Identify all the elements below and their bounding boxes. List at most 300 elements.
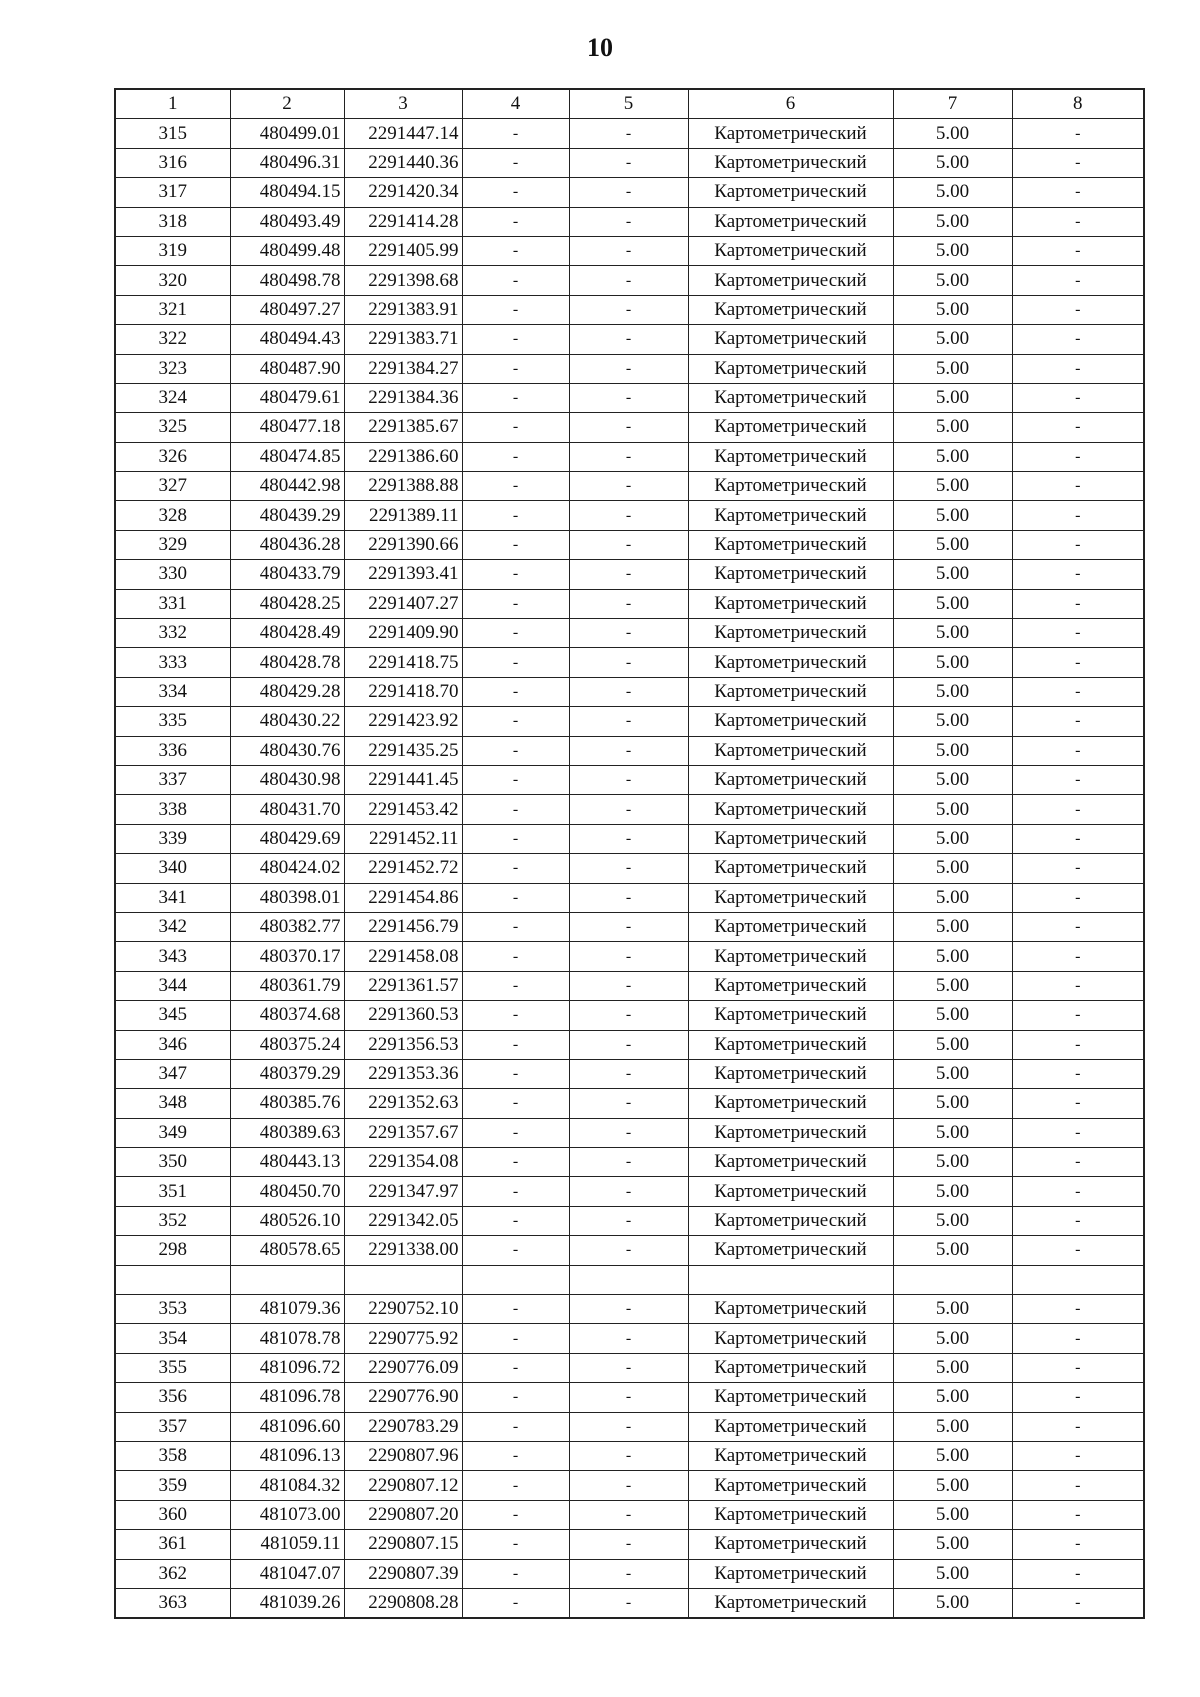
col4-cell: - <box>462 1089 569 1118</box>
point-number-cell: 351 <box>115 1177 230 1206</box>
point-number-cell: 346 <box>115 1030 230 1059</box>
y-coordinate-cell: 2291383.91 <box>344 295 462 324</box>
accuracy-cell: 5.00 <box>893 1177 1012 1206</box>
y-coordinate-cell: 2291342.05 <box>344 1206 462 1235</box>
col4-cell: - <box>462 1148 569 1177</box>
col5-cell: - <box>569 824 688 853</box>
col5-cell: - <box>569 1471 688 1500</box>
accuracy-cell: 5.00 <box>893 854 1012 883</box>
col8-cell: - <box>1012 1353 1144 1382</box>
accuracy-cell: 5.00 <box>893 1383 1012 1412</box>
col8-cell <box>1012 1265 1144 1294</box>
x-coordinate-cell: 481073.00 <box>230 1500 344 1529</box>
accuracy-cell: 5.00 <box>893 178 1012 207</box>
col4-cell: - <box>462 266 569 295</box>
accuracy-cell: 5.00 <box>893 1295 1012 1324</box>
col4-cell: - <box>462 765 569 794</box>
x-coordinate-cell: 480443.13 <box>230 1148 344 1177</box>
col5-cell: - <box>569 1236 688 1265</box>
table-row <box>115 1236 1144 1265</box>
y-coordinate-cell: 2291356.53 <box>344 1030 462 1059</box>
col8-cell: - <box>1012 677 1144 706</box>
y-coordinate-cell: 2291458.08 <box>344 942 462 971</box>
x-coordinate-cell: 480479.61 <box>230 383 344 412</box>
table-row <box>115 1059 1144 1088</box>
y-coordinate-cell: 2291384.27 <box>344 354 462 383</box>
accuracy-cell: 5.00 <box>893 1236 1012 1265</box>
col5-cell: - <box>569 501 688 530</box>
method-cell: Картометрический <box>688 1559 893 1588</box>
y-coordinate-cell: 2291452.72 <box>344 854 462 883</box>
y-coordinate-cell: 2291423.92 <box>344 707 462 736</box>
col5-cell: - <box>569 707 688 736</box>
col5-cell: - <box>569 266 688 295</box>
col5-cell: - <box>569 1530 688 1559</box>
col8-cell: - <box>1012 442 1144 471</box>
col4-cell: - <box>462 1500 569 1529</box>
y-coordinate-cell: 2291418.75 <box>344 648 462 677</box>
col5-cell: - <box>569 1324 688 1353</box>
table-row <box>115 912 1144 941</box>
col5-cell: - <box>569 413 688 442</box>
y-coordinate-cell: 2291354.08 <box>344 1148 462 1177</box>
point-number-cell: 361 <box>115 1530 230 1559</box>
accuracy-cell: 5.00 <box>893 1353 1012 1382</box>
table-row <box>115 1353 1144 1382</box>
method-cell: Картометрический <box>688 1324 893 1353</box>
accuracy-cell: 5.00 <box>893 619 1012 648</box>
method-cell: Картометрический <box>688 530 893 559</box>
header-cell: 6 <box>688 89 893 119</box>
col8-cell: - <box>1012 530 1144 559</box>
col5-cell: - <box>569 1559 688 1588</box>
col5-cell: - <box>569 1001 688 1030</box>
point-number-cell: 352 <box>115 1206 230 1235</box>
method-cell: Картометрический <box>688 854 893 883</box>
x-coordinate-cell: 480487.90 <box>230 354 344 383</box>
col5-cell: - <box>569 1412 688 1441</box>
method-cell: Картометрический <box>688 119 893 148</box>
accuracy-cell: 5.00 <box>893 1206 1012 1235</box>
col8-cell: - <box>1012 707 1144 736</box>
y-coordinate-cell: 2291384.36 <box>344 383 462 412</box>
y-coordinate-cell: 2291398.68 <box>344 266 462 295</box>
point-number-cell: 362 <box>115 1559 230 1588</box>
col4-cell: - <box>462 795 569 824</box>
y-coordinate-cell: 2291454.86 <box>344 883 462 912</box>
accuracy-cell: 5.00 <box>893 442 1012 471</box>
x-coordinate-cell: 480442.98 <box>230 472 344 501</box>
col5-cell: - <box>569 383 688 412</box>
col5-cell: - <box>569 648 688 677</box>
y-coordinate-cell: 2291456.79 <box>344 912 462 941</box>
point-number-cell: 329 <box>115 530 230 559</box>
col4-cell: - <box>462 1441 569 1470</box>
accuracy-cell: 5.00 <box>893 413 1012 442</box>
method-cell: Картометрический <box>688 883 893 912</box>
x-coordinate-cell: 480498.78 <box>230 266 344 295</box>
method-cell: Картометрический <box>688 971 893 1000</box>
col4-cell: - <box>462 1530 569 1559</box>
col4-cell: - <box>462 1206 569 1235</box>
table-row <box>115 795 1144 824</box>
point-number-cell: 321 <box>115 295 230 324</box>
method-cell: Картометрический <box>688 325 893 354</box>
y-coordinate-cell: 2290783.29 <box>344 1412 462 1441</box>
table-row <box>115 354 1144 383</box>
y-coordinate-cell: 2290776.09 <box>344 1353 462 1382</box>
x-coordinate-cell: 480379.29 <box>230 1059 344 1088</box>
table-row <box>115 707 1144 736</box>
col4-cell: - <box>462 736 569 765</box>
y-coordinate-cell: 2291390.66 <box>344 530 462 559</box>
x-coordinate-cell: 480433.79 <box>230 560 344 589</box>
y-coordinate-cell: 2291393.41 <box>344 560 462 589</box>
header-cell: 5 <box>569 89 688 119</box>
col5-cell: - <box>569 1500 688 1529</box>
method-cell: Картометрический <box>688 383 893 412</box>
accuracy-cell: 5.00 <box>893 1441 1012 1470</box>
accuracy-cell: 5.00 <box>893 354 1012 383</box>
y-coordinate-cell: 2291414.28 <box>344 207 462 236</box>
y-coordinate-cell: 2290807.15 <box>344 1530 462 1559</box>
col8-cell: - <box>1012 1471 1144 1500</box>
table-row <box>115 413 1144 442</box>
col5-cell: - <box>569 589 688 618</box>
x-coordinate-cell: 480361.79 <box>230 971 344 1000</box>
col5-cell: - <box>569 1089 688 1118</box>
point-number-cell: 340 <box>115 854 230 883</box>
col5-cell: - <box>569 942 688 971</box>
col4-cell: - <box>462 442 569 471</box>
col4-cell: - <box>462 1059 569 1088</box>
col8-cell: - <box>1012 560 1144 589</box>
x-coordinate-cell: 480428.49 <box>230 619 344 648</box>
point-number-cell: 355 <box>115 1353 230 1382</box>
x-coordinate-cell: 480428.25 <box>230 589 344 618</box>
method-cell: Картометрический <box>688 501 893 530</box>
col5-cell: - <box>569 325 688 354</box>
table-row <box>115 295 1144 324</box>
header-cell: 4 <box>462 89 569 119</box>
table-row <box>115 589 1144 618</box>
y-coordinate-cell: 2290752.10 <box>344 1295 462 1324</box>
method-cell: Картометрический <box>688 824 893 853</box>
coordinates-table <box>114 88 1145 1619</box>
table-row <box>115 325 1144 354</box>
x-coordinate-cell <box>230 1265 344 1294</box>
point-number-cell: 360 <box>115 1500 230 1529</box>
col5-cell: - <box>569 472 688 501</box>
y-coordinate-cell: 2291385.67 <box>344 413 462 442</box>
table-row <box>115 648 1144 677</box>
point-number-cell: 332 <box>115 619 230 648</box>
col8-cell: - <box>1012 1001 1144 1030</box>
table-row <box>115 1412 1144 1441</box>
y-coordinate-cell: 2291383.71 <box>344 325 462 354</box>
table-row <box>115 119 1144 148</box>
y-coordinate-cell: 2290807.12 <box>344 1471 462 1500</box>
table-row <box>115 236 1144 265</box>
x-coordinate-cell: 481096.60 <box>230 1412 344 1441</box>
col4-cell: - <box>462 589 569 618</box>
col5-cell: - <box>569 119 688 148</box>
col4-cell: - <box>462 1353 569 1382</box>
col8-cell: - <box>1012 1118 1144 1147</box>
point-number-cell: 342 <box>115 912 230 941</box>
point-number-cell: 320 <box>115 266 230 295</box>
point-number-cell: 345 <box>115 1001 230 1030</box>
method-cell: Картометрический <box>688 354 893 383</box>
method-cell: Картометрический <box>688 1177 893 1206</box>
table-row <box>115 1206 1144 1235</box>
method-cell: Картометрический <box>688 795 893 824</box>
col4-cell: - <box>462 560 569 589</box>
table-row <box>115 854 1144 883</box>
col5-cell: - <box>569 883 688 912</box>
point-number-cell: 363 <box>115 1588 230 1618</box>
table-row <box>115 442 1144 471</box>
col8-cell: - <box>1012 854 1144 883</box>
col4-cell: - <box>462 1412 569 1441</box>
col4-cell: - <box>462 648 569 677</box>
point-number-cell: 325 <box>115 413 230 442</box>
accuracy-cell: 5.00 <box>893 501 1012 530</box>
accuracy-cell: 5.00 <box>893 971 1012 1000</box>
col8-cell: - <box>1012 1148 1144 1177</box>
col4-cell: - <box>462 119 569 148</box>
col4-cell: - <box>462 530 569 559</box>
accuracy-cell: 5.00 <box>893 472 1012 501</box>
accuracy-cell: 5.00 <box>893 560 1012 589</box>
table-row <box>115 1089 1144 1118</box>
col8-cell: - <box>1012 1324 1144 1353</box>
point-number-cell: 359 <box>115 1471 230 1500</box>
accuracy-cell: 5.00 <box>893 1089 1012 1118</box>
method-cell: Картометрический <box>688 942 893 971</box>
accuracy-cell: 5.00 <box>893 648 1012 677</box>
col8-cell: - <box>1012 619 1144 648</box>
header-cell: 2 <box>230 89 344 119</box>
col4-cell: - <box>462 178 569 207</box>
col8-cell: - <box>1012 1295 1144 1324</box>
col8-cell: - <box>1012 1530 1144 1559</box>
point-number-cell: 350 <box>115 1148 230 1177</box>
col5-cell: - <box>569 971 688 1000</box>
col5-cell: - <box>569 1059 688 1088</box>
table-row <box>115 1383 1144 1412</box>
y-coordinate-cell: 2291452.11 <box>344 824 462 853</box>
x-coordinate-cell: 480493.49 <box>230 207 344 236</box>
table-row <box>115 1265 1144 1294</box>
accuracy-cell: 5.00 <box>893 824 1012 853</box>
col4-cell: - <box>462 383 569 412</box>
y-coordinate-cell: 2291435.25 <box>344 736 462 765</box>
table-row <box>115 1530 1144 1559</box>
col8-cell: - <box>1012 942 1144 971</box>
col5-cell: - <box>569 178 688 207</box>
col5-cell: - <box>569 736 688 765</box>
header-row <box>115 89 1144 119</box>
x-coordinate-cell: 480389.63 <box>230 1118 344 1147</box>
col8-cell: - <box>1012 383 1144 412</box>
point-number-cell: 337 <box>115 765 230 794</box>
col4-cell: - <box>462 148 569 177</box>
method-cell: Картометрический <box>688 1001 893 1030</box>
accuracy-cell: 5.00 <box>893 1500 1012 1529</box>
accuracy-cell: 5.00 <box>893 1471 1012 1500</box>
x-coordinate-cell: 480499.48 <box>230 236 344 265</box>
y-coordinate-cell <box>344 1265 462 1294</box>
col8-cell: - <box>1012 207 1144 236</box>
col8-cell: - <box>1012 1559 1144 1588</box>
y-coordinate-cell: 2290775.92 <box>344 1324 462 1353</box>
col8-cell: - <box>1012 1236 1144 1265</box>
y-coordinate-cell: 2291361.57 <box>344 971 462 1000</box>
col4-cell: - <box>462 1324 569 1353</box>
accuracy-cell: 5.00 <box>893 677 1012 706</box>
table-row <box>115 824 1144 853</box>
col8-cell: - <box>1012 1588 1144 1618</box>
col4-cell: - <box>462 1588 569 1618</box>
col4-cell: - <box>462 413 569 442</box>
accuracy-cell: 5.00 <box>893 530 1012 559</box>
method-cell: Картометрический <box>688 1471 893 1500</box>
table-row <box>115 1148 1144 1177</box>
method-cell: Картометрический <box>688 472 893 501</box>
col5-cell: - <box>569 1295 688 1324</box>
method-cell: Картометрический <box>688 413 893 442</box>
col8-cell: - <box>1012 883 1144 912</box>
table-row <box>115 971 1144 1000</box>
x-coordinate-cell: 480497.27 <box>230 295 344 324</box>
point-number-cell <box>115 1265 230 1294</box>
table-row <box>115 472 1144 501</box>
x-coordinate-cell: 480430.98 <box>230 765 344 794</box>
y-coordinate-cell: 2291352.63 <box>344 1089 462 1118</box>
accuracy-cell: 5.00 <box>893 707 1012 736</box>
point-number-cell: 356 <box>115 1383 230 1412</box>
header-cell: 7 <box>893 89 1012 119</box>
accuracy-cell: 5.00 <box>893 325 1012 354</box>
y-coordinate-cell: 2291418.70 <box>344 677 462 706</box>
accuracy-cell: 5.00 <box>893 1148 1012 1177</box>
y-coordinate-cell: 2290807.20 <box>344 1500 462 1529</box>
point-number-cell: 318 <box>115 207 230 236</box>
y-coordinate-cell: 2291360.53 <box>344 1001 462 1030</box>
col5-cell: - <box>569 1588 688 1618</box>
table-row <box>115 1588 1144 1618</box>
point-number-cell: 338 <box>115 795 230 824</box>
x-coordinate-cell: 480494.43 <box>230 325 344 354</box>
method-cell: Картометрический <box>688 148 893 177</box>
table-row <box>115 1118 1144 1147</box>
y-coordinate-cell: 2290808.28 <box>344 1588 462 1618</box>
table-row <box>115 148 1144 177</box>
col4-cell: - <box>462 325 569 354</box>
header-cell: 8 <box>1012 89 1144 119</box>
point-number-cell: 317 <box>115 178 230 207</box>
col5-cell: - <box>569 295 688 324</box>
col8-cell: - <box>1012 1089 1144 1118</box>
point-number-cell: 334 <box>115 677 230 706</box>
col5-cell: - <box>569 912 688 941</box>
x-coordinate-cell: 480474.85 <box>230 442 344 471</box>
x-coordinate-cell: 480430.76 <box>230 736 344 765</box>
point-number-cell: 315 <box>115 119 230 148</box>
method-cell: Картометрический <box>688 1295 893 1324</box>
method-cell: Картометрический <box>688 1383 893 1412</box>
x-coordinate-cell: 480450.70 <box>230 1177 344 1206</box>
method-cell: Картометрический <box>688 677 893 706</box>
method-cell: Картометрический <box>688 295 893 324</box>
col8-cell: - <box>1012 648 1144 677</box>
accuracy-cell: 5.00 <box>893 1118 1012 1147</box>
accuracy-cell: 5.00 <box>893 266 1012 295</box>
y-coordinate-cell: 2291409.90 <box>344 619 462 648</box>
y-coordinate-cell: 2291357.67 <box>344 1118 462 1147</box>
method-cell: Картометрический <box>688 560 893 589</box>
x-coordinate-cell: 480526.10 <box>230 1206 344 1235</box>
point-number-cell: 358 <box>115 1441 230 1470</box>
col4-cell: - <box>462 1383 569 1412</box>
x-coordinate-cell: 481047.07 <box>230 1559 344 1588</box>
x-coordinate-cell: 480428.78 <box>230 648 344 677</box>
col8-cell: - <box>1012 1206 1144 1235</box>
x-coordinate-cell: 480496.31 <box>230 148 344 177</box>
method-cell: Картометрический <box>688 589 893 618</box>
x-coordinate-cell: 481059.11 <box>230 1530 344 1559</box>
method-cell: Картометрический <box>688 1353 893 1382</box>
point-number-cell: 349 <box>115 1118 230 1147</box>
col8-cell: - <box>1012 1500 1144 1529</box>
col5-cell: - <box>569 207 688 236</box>
col5-cell: - <box>569 1030 688 1059</box>
x-coordinate-cell: 481096.72 <box>230 1353 344 1382</box>
accuracy-cell: 5.00 <box>893 295 1012 324</box>
method-cell: Картометрический <box>688 442 893 471</box>
x-coordinate-cell: 480382.77 <box>230 912 344 941</box>
accuracy-cell: 5.00 <box>893 1559 1012 1588</box>
x-coordinate-cell: 480499.01 <box>230 119 344 148</box>
col5-cell: - <box>569 148 688 177</box>
table-row <box>115 1295 1144 1324</box>
y-coordinate-cell: 2291420.34 <box>344 178 462 207</box>
table-row <box>115 1030 1144 1059</box>
col5-cell: - <box>569 1383 688 1412</box>
accuracy-cell: 5.00 <box>893 236 1012 265</box>
table-row <box>115 619 1144 648</box>
point-number-cell: 327 <box>115 472 230 501</box>
col4-cell: - <box>462 971 569 1000</box>
col5-cell: - <box>569 677 688 706</box>
col4-cell <box>462 1265 569 1294</box>
col8-cell: - <box>1012 1412 1144 1441</box>
table-row <box>115 1001 1144 1030</box>
y-coordinate-cell: 2291338.00 <box>344 1236 462 1265</box>
point-number-cell: 324 <box>115 383 230 412</box>
method-cell: Картометрический <box>688 1059 893 1088</box>
x-coordinate-cell: 481039.26 <box>230 1588 344 1618</box>
col4-cell: - <box>462 1030 569 1059</box>
col5-cell: - <box>569 560 688 589</box>
method-cell: Картометрический <box>688 236 893 265</box>
accuracy-cell: 5.00 <box>893 1412 1012 1441</box>
point-number-cell: 323 <box>115 354 230 383</box>
table-row <box>115 178 1144 207</box>
x-coordinate-cell: 480385.76 <box>230 1089 344 1118</box>
y-coordinate-cell: 2290776.90 <box>344 1383 462 1412</box>
